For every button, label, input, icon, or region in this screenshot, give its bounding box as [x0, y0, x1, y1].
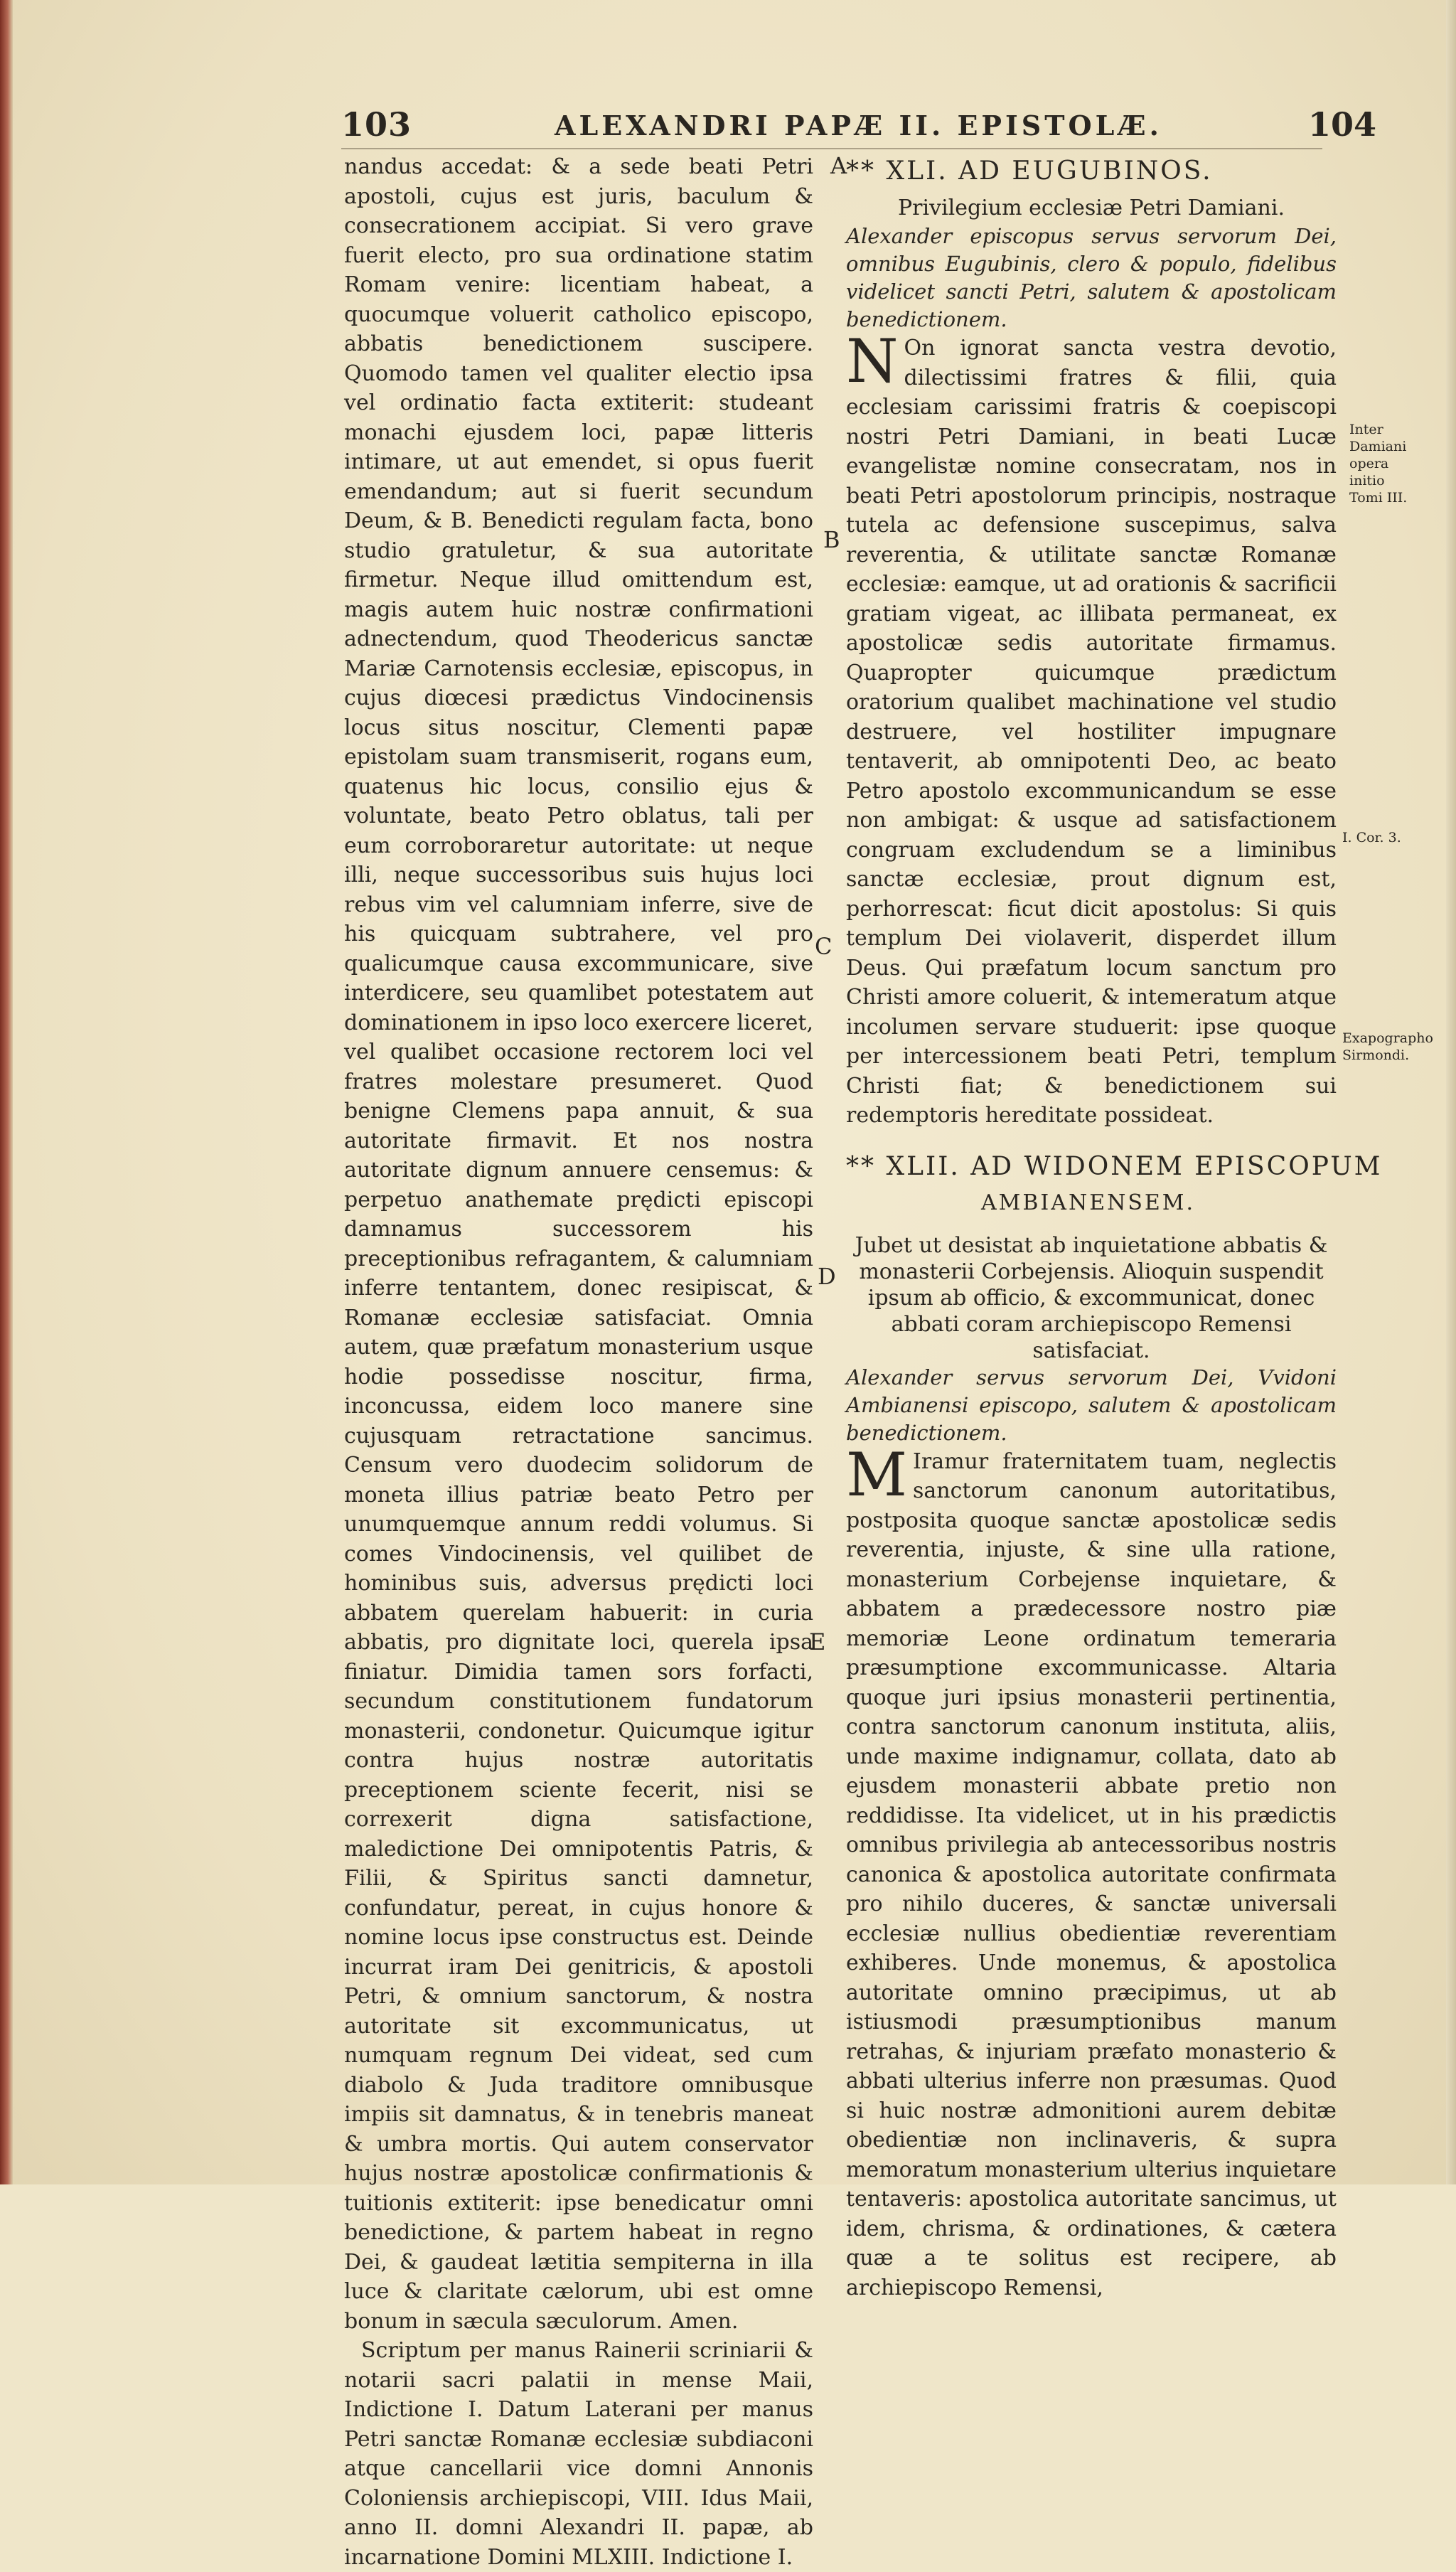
section-xli-title: ** XLI. AD EUGUBINOS. [846, 156, 1213, 186]
section-xli-body-paragraph [846, 326, 1337, 1131]
section-letter-b: B [823, 526, 840, 553]
margin-note-damiani: Inter Damiani opera initio Tomi III. [1349, 422, 1408, 506]
dropcap-n: N [846, 326, 899, 396]
header-rule [341, 148, 1322, 149]
section-xlii-title: ** XLII. AD WIDONEM EPISCOPUM [846, 1151, 1383, 1181]
margin-note-sirmondi: Exapographo Sirmondi. [1342, 1030, 1433, 1063]
running-head [341, 105, 1456, 148]
page-edge [1446, 0, 1456, 2184]
section-letter-c: C [815, 933, 833, 960]
section-xlii-title-line2: AMBIANENSEM. [981, 1190, 1196, 1215]
section-xli-greeting: Alexander episcopus servus servorum Dei, omnibus Eugubinis, clero & populo, fidelibus videlicet sancti Petri, salutem & apostolicam benedictionem. [846, 224, 1337, 331]
section-letter-a: A [830, 152, 847, 179]
left-column-text: nandus accedat: & a sede beati Petri apostoli, cujus est juris, baculum & consecrationem accipiat. Si vero grave fuerit electo, pro sua ordinatione statim Romam venire: licentiam habeat, a quocumque voluerit catholico episcopo, abbatis benedictionem suscipere. Quomodo tamen vel qualiter electio ipsa vel ordinatio facta extiterit: studeant monachi ejusdem loci, papæ litteris intimare, ut aut emendet, si opus fuerit emendandum; aut si fuerit secundum Deum, & B. Benedicti regulam facta, bono studio gratuletur, & sua autoritate firmetur. Neque illud omittendum est, magis autem huic nostræ confirmationi adnectendum, quod Theodericus sanctæ Mariæ Carnotensis ecclesiæ, episcopus, in cujus diœcesi prædictus Vindocinensis locus situs noscitur, Clementi papæ epistolam suam transmiserit, rogans eum, quatenus hic locus, consilio ejus & voluntate, beato Petro oblatus, tali per eum corroboraretur autoritate: ut neque illi, neque successoribus suis hujus loci rebus vim vel calumniam inferre, sive de his quicquam subtrahere, vel pro qualicumque causa excommunicare, sive interdicere, seu quamlibet potestatem aut dominationem in ipso loco exercere liceret, vel qualibet occasione rectorem loci vel fratres molestare presumeret. Quod benigne Clemens papa annuit, & sua autoritate firmavit. Et nos nostra autoritate dignum annuere censemus: & perpetuo anathemate prędicti episcopi damnamus successorem his preceptionibus refragantem, & calumniam inferre tentantem, donec resipiscat, & Romanæ ecclesiæ satisfaciat. Omnia autem, quæ præfatum monasterium usque hodie possedisse noscitur, firma, inconcussa, eidem loco manere sine cujusquam retractatione sancimus. Censum vero duodecim solidorum de moneta illius patriæ beato Petro per unumquemque annum reddi volumus. Si comes Vindocinensis, vel quilibet de hominibus suis, adversus prędicti loci abbatem querelam habuerit: in curia abbatis, pro dignitate loci, querela ipsa finiatur. Dimidia tamen sors forfacti, secundum constitutionem fundatorum monasterii, condonetur. Quicumque igitur contra hujus nostræ autoritatis preceptionem sciente fecerit, nisi se correxerit digna satisfactione, maledictione Dei omnipotentis Patris, & Filii, & Spiritus sancti damnetur, confundatur, pereat, in cujus honore & nomine locus ipse constructus est. Deinde incurrat iram Dei genitricis, & apostoli Petri, & omnium sanctorum, & nostra autoritate sit excommunicatus, ut numquam regnum Dei videat, sed cum diabolo & Juda traditore omnibusque impiis sit damnatus, & in tenebris maneat & umbra mortis. Qui autem conservator hujus nostræ apostolicæ confirmationis & tuitionis extiterit: ipse benedicatur omni benedictione, & partem habeat in regno Dei, & gaudeat lætitia sempiterna in illa luce & claritate cælorum, ubi est omne bonum in sæcula sæculorum. Amen. [344, 154, 813, 2334]
section-xlii-body: Iramur fraternitatem tuam, neglectis sanctorum canonum autoritatibus, postposita quoque sanctæ apostolicæ sedis reverentia, injuste, & sine ulla ratione, monasterium Corbejense inquietare, & abbatem a prædecessore nostro piæ memoriæ Leone ordinatum temeraria præsumptione excommunicasse. Altaria quoque juri ipsius monasterii pertinentia, contra sanctorum canonum instituta, aliis, unde maxime indignamur, collata, dato ab ejusdem monasterii abbate pretio non reddidisse. Ita videlicet, ut in his prædictis omnibus privilegia ab antecessoribus nostris canonica & apostolica autoritate confirmata pro nihilo duceres, & sanctæ universali ecclesiæ nullius obedientiæ reverentiam exhiberes. Unde monemus, & apostolica autoritate omnino præcipimus, ut ab istiusmodi præsumptionibus manum retrahas, & injuriam præfato monasterio & abbati ulterius inferre non præsumas. Quod si huic nostræ admonitioni aurem debitæ obedientiæ non inclinaveris, & supra memoratum monasterium ulterius inquietare tentaveris: apostolica autoritate sancimus, ut idem, chrisma, & ordinationes, & cætera quæ a te solitus est recipere, ab archiepiscopo Remensi, [846, 1448, 1337, 2300]
margin-note-corinthians: I. Cor. 3. [1342, 830, 1401, 845]
section-letter-e: E [809, 1628, 826, 1655]
book-spine [0, 0, 13, 2184]
running-title: ALEXANDRI PAPÆ II. EPISTOLÆ. [555, 110, 1162, 142]
page-number-right: 104 [1308, 105, 1377, 144]
section-letter-d: D [818, 1263, 836, 1290]
section-xli-subtitle: Privilegium ecclesiæ Petri Damiani. [898, 195, 1285, 220]
left-column-colophon: Scriptum per manus Rainerii scriniarii & notarii sacri palatii in mense Maii, Indictione I. Datum Laterani per manus Petri sanctæ Romanæ ecclesiæ subdiaconi atque cancellarii vice domni Annonis Coloniensis archiepiscopi, VIII. Idus Maii, anno II. domni Alexandri II. papæ, ab incarnatione Domini MLXIII. Indictione I. [344, 2338, 813, 2570]
dropcap-m: M [846, 1439, 908, 1510]
page-number-left: 103 [341, 105, 412, 144]
section-xli-body: On ignorat sancta vestra devotio, dilectissimi fratres & filii, quia ecclesiam carissimi fratris & coepiscopi nostri Petri Damiani, in beati Lucæ evangelistæ nomine consecratam, nos in beati Petri apostolorum principis, nostraque tutela ac defensione suscepimus, salva reverentia, & utilitate sanctæ Romanæ ecclesiæ: eamque, ut ad orationis & sacrificii gratiam vigeat, ac illibata permaneat, ex apostolicæ sedis autoritate firmamus. Quapropter quicumque prædictum oratorium qualibet machinatione vel studio destruere, vel hostiliter impugnare tentaverit, ab omnipotenti Deo, ac beato Petro apostolo excommunicandum se esse non ambigat: & usque ad satisfactionem congruam excludendum se a liminibus sanctæ ecclesiæ, prout dignum est, perhorrescat: ficut dicit apostolus: Si quis templum Dei violaverit, disperdet illum Deus. Qui præfatum locum sanctum pro Christi amore coluerit, & intemeratum atque incolumen servare studuerit: ipse quoque per intercessionem beati Petri, templum Christi fiat; & benedictionem sui redemptoris hereditate possideat. [846, 336, 1337, 1128]
section-xlii-summary: Jubet ut desistat ab inquietatione abbatis & monasterii Corbejensis. Alioquin suspendit ipsum ab officio, & excommunicat, donec abbati coram archiepiscopo Remensi satisfaciat. [855, 1232, 1328, 1363]
section-xlii-body-paragraph [846, 1439, 1337, 2303]
left-column [344, 152, 813, 2572]
section-xlii-greeting: Alexander servus servorum Dei, Vvidoni Ambianensi episcopo, salutem & apostolicam benedictionem. [846, 1365, 1337, 1445]
